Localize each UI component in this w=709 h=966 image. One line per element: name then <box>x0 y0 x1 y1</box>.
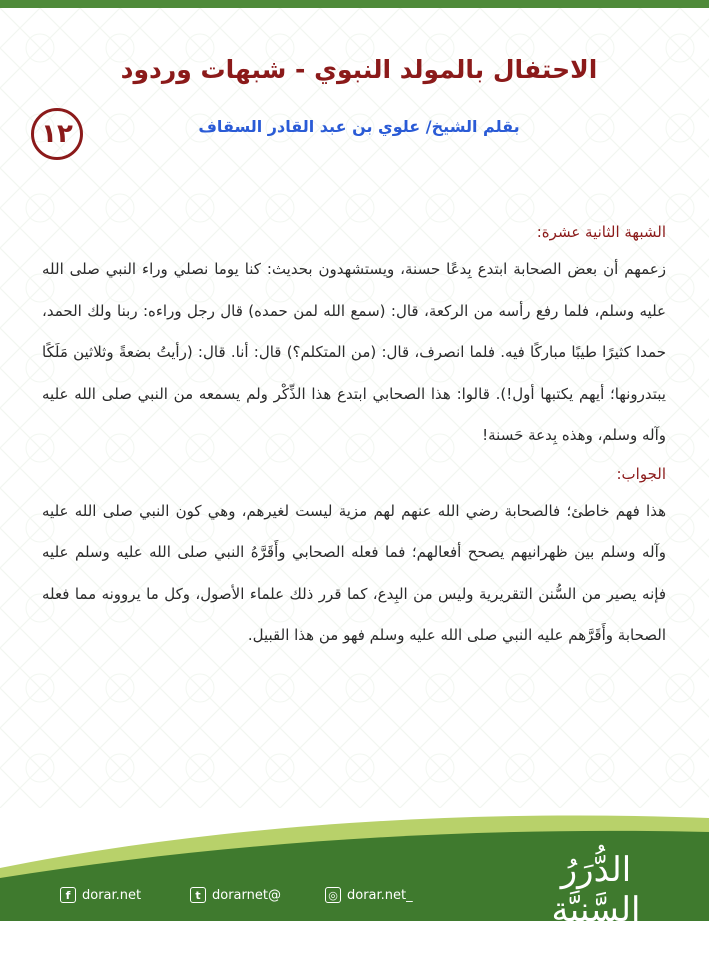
top-accent-bar <box>0 0 709 8</box>
instagram-icon: ◎ <box>325 887 341 903</box>
answer-paragraph: هذا فهم خاطئ؛ فالصحابة رضي الله عنهم لهم مزية ليست لغيرهم، وهي كون النبي صلى الله عليه وآله وسلم بين ظهرانيهم يصحح أفعالهم؛ فما فعله الصحابي وأَقَرَّهُ النبي صلى الله عليه وسلم عليه فإنه يصير من السُّنن التقريرية وليس من البِدع، كما قرر ذلك علماء الأصول، وكل ما يروونه مما فعله الصحابة وأَقَرَّهم عليه النبي صلى الله عليه وسلم فهو من هذا القبيل. <box>42 501 666 644</box>
twitter-icon: t <box>190 887 206 903</box>
facebook-icon: f <box>60 887 76 903</box>
facebook-handle: dorar.net <box>82 887 142 903</box>
twitter-handle: dorarnet@ <box>212 887 281 903</box>
instagram-handle: dorar.net_ <box>347 887 413 903</box>
answer-heading: الجواب: <box>616 464 666 483</box>
instagram-link[interactable] <box>325 884 413 906</box>
logo-text: الدُّرَرُ السَّنِيَّة <box>551 850 641 930</box>
article-body <box>42 215 666 657</box>
dorar-logo[interactable] <box>521 850 671 966</box>
facebook-link[interactable] <box>60 884 141 906</box>
question-paragraph: زعمهم أن بعض الصحابة ابتدع بِدعًا حسنة، ويستشهدون بحديث: كنا يوما نصلي وراء النبي صلى الله عليه وسلم، فلما رفع رأسه من الركعة، قال: (سمع الله لمن حمده) قال رجل وراءه: ربنا ولك الحمد، حمدا كثيرًا طيبًا مباركًا فيه. فلما انصرف، قال: (من المتكلم؟) قال: أنا. قال: (رأيتُ بضعةً وثلاثين مَلَكًا يبتدرونها؛ أيهم يكتبها أول!). قالوا: هذا الصحابي ابتدع هذا الذِّكْر ولم يسمعه من النبي صلى الله عليه وآله وسلم، وهذه بِدعة حَسنة! <box>42 260 666 444</box>
page-title: الاحتفال بالمولد النبوي - شبهات وردود <box>120 55 598 84</box>
question-heading: الشبهة الثانية عشرة: <box>536 223 666 241</box>
logo-website: www.dorar.net <box>556 931 636 941</box>
author-line: بقلم الشيخ/ علوي بن عبد القادر السقاف <box>198 117 520 136</box>
twitter-link[interactable] <box>190 884 281 906</box>
logo-tagline: مرجع علمي موثق على منهج أهل السنة والجماعة <box>531 943 661 964</box>
part-number-badge: ١٢ <box>31 108 83 160</box>
